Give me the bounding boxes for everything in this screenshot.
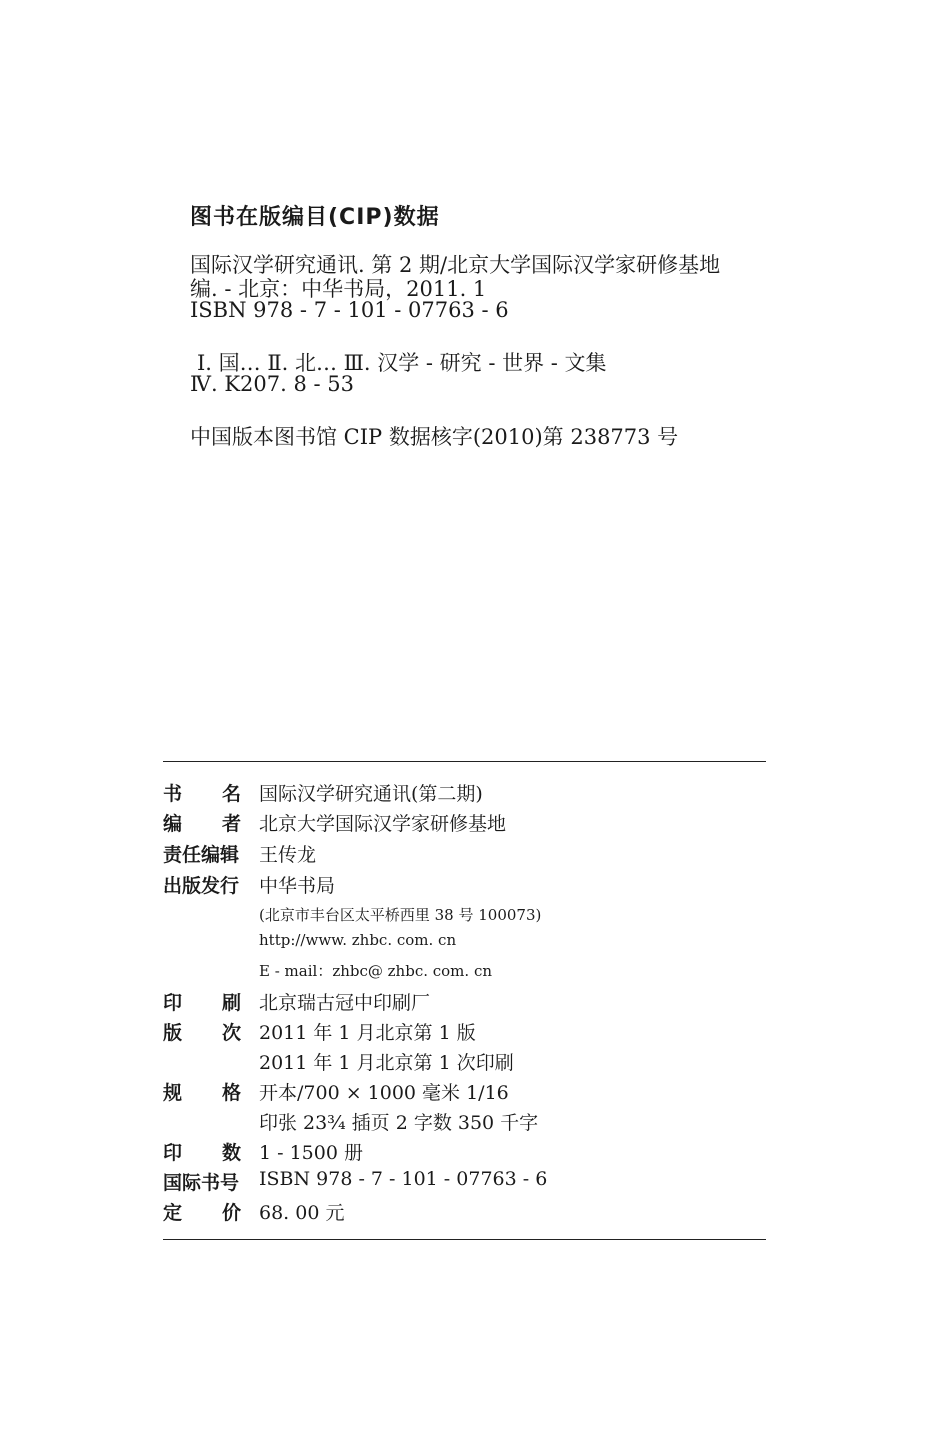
row-label: 印 数 <box>163 1142 241 1164</box>
cip-line-title: 国际汉学研究通讯. 第 2 期/北京大学国际汉学家研修基地 <box>190 253 721 277</box>
cip-heading: 图书在版编目(CIP)数据 <box>190 205 440 230</box>
row-value: 中华书局 <box>259 875 336 897</box>
row-value: 北京瑞古冠中印刷厂 <box>259 992 431 1014</box>
cip-line-publisher: 编. - 北京：中华书局，2011. 1 <box>190 277 487 301</box>
row-value: 国际汉学研究通讯(第二期) <box>259 783 483 805</box>
cip-line-classification: Ⅳ. K207. 8 - 53 <box>190 372 354 396</box>
row-label: 责任编辑 <box>163 844 240 866</box>
row-label: 版 次 <box>163 1022 241 1044</box>
row-value: ISBN 978 - 7 - 101 - 07763 - 6 <box>259 1168 548 1190</box>
row-label: 编 者 <box>163 813 241 835</box>
bottom-divider <box>163 1239 766 1240</box>
row-label: 书 名 <box>163 783 241 805</box>
top-divider <box>163 761 766 762</box>
publisher-website: http://www. zhbc. com. cn <box>259 931 457 949</box>
row-value: 王传龙 <box>259 844 317 866</box>
row-label: 出版发行 <box>163 875 240 897</box>
row-label: 国际书号 <box>163 1172 240 1194</box>
cip-line-isbn: ISBN 978 - 7 - 101 - 07763 - 6 <box>190 298 509 322</box>
row-value: 2011 年 1 月北京第 1 版 <box>259 1022 476 1044</box>
publisher-address: (北京市丰台区太平桥西里 38 号 100073) <box>259 906 542 924</box>
cip-line-record-number: 中国版本图书馆 CIP 数据核字(2010)第 238773 号 <box>190 425 679 449</box>
row-value: 北京大学国际汉学家研修基地 <box>259 813 507 835</box>
publisher-email: E - mail：zhbc@ zhbc. com. cn <box>259 962 493 980</box>
row-value: 1 - 1500 册 <box>259 1142 363 1164</box>
row-value: 开本/700 × 1000 毫米 1/16 <box>259 1082 509 1104</box>
row-label: 印 刷 <box>163 992 241 1014</box>
row-label: 定 价 <box>163 1202 241 1224</box>
row-value: 68. 00 元 <box>259 1202 345 1224</box>
row-value: 印张 23¾ 插页 2 字数 350 千字 <box>259 1112 539 1134</box>
row-label: 规 格 <box>163 1082 241 1104</box>
row-value: 2011 年 1 月北京第 1 次印刷 <box>259 1052 514 1074</box>
cip-line-subjects: Ⅰ. 国… Ⅱ. 北… Ⅲ. 汉学 - 研究 - 世界 - 文集 <box>197 351 607 375</box>
